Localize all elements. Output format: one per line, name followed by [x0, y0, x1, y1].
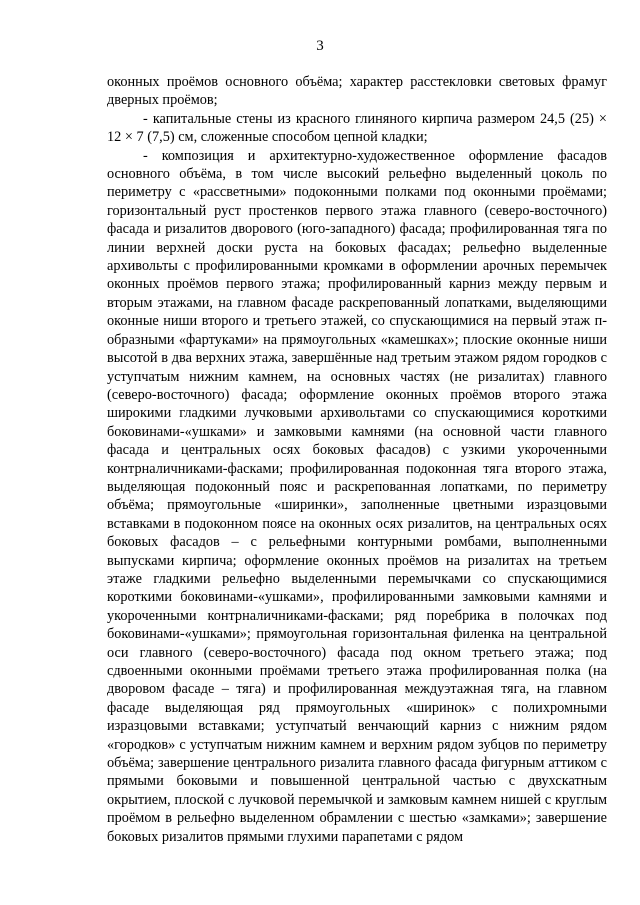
paragraph-1: оконных проёмов основного объёма; характер расстекловки световых фрамуг дверных проёмов; — [107, 74, 607, 109]
page-number: 3 — [316, 38, 324, 54]
document-body — [107, 73, 607, 846]
paragraph-3: - композиция и архитектурно-художественное оформление фасадов основного объёма, в том числе высокий рельефно выделенный цоколь по периметру с «рассветными» подоконными полками под оконными проёмами; горизонтальный руст простенков первого этажа главного (северо-восточного) фасада и ризалитов дворового (юго-западного) фасада; профилированная тяга по линии верхней доски руста на боковых фасадах; рельефно выделенные архивольты с профилированными кромками в оформлении арочных перемычек оконных проёмов первого этажа; профилированный карниз между первым и вторым этажами, на главном фасаде раскрепованный лопатками, выделяющими оконные ниши второго и третьего этажей, со спускающимися на первый этаж п-образными «фартуками» на прямоугольных «камешках»; плоские оконные ниши высотой в два верхних этажа, завершённые над третьим этажом рядом городков с уступчатым нижним камнем, на основных частях (не ризалитах) главного (северо-восточного) фасада; оформление оконных проёмов второго этажа широкими гладкими лучковыми архивольтами со спускающимися короткими боковинами-«ушками» и замковыми камнями (на основной части главного фасада и центральных осях боковых фасадов) с узкими укороченными контрналичниками-фасками; профилированная подоконная тяга второго этажа, выделяющая подоконный пояс и раскрепованная лопатками, по периметру объёма; прямоугольные «ширинки», заполненные цветными изразцовыми вставками в подоконном поясе на оконных осях ризалитов, на центральных осях боковых фасадов – с рельефными контурными ромбами, выполненными выпусками кирпича; оформление оконных проёмов на ризалитах на третьем этаже гладкими рельефно выделенными перемычками со спускающимися короткими боковинами-«ушками», профилированными замковыми камнями и укороченными контрналичниками-фасками; ряд поребрика в полочках под боковинами-«ушками»; прямоугольная горизонтальная филенка на центральной оси главного (северо-восточного) фасада под окном третьего этажа; под сдвоенными оконными проёмами третьего этажа профилированная полка (на дворовом фасаде – тяга) и профилированная междуэтажная тяга, на главном фасаде выделяющая ряд прямоугольных «ширинок» с полихромными изразцовыми вставками; уступчатый венчающий карниз с нижним рядом «городков» с уступчатым нижним камнем и верхним рядом зубцов по периметру объёма; завершение центрального ризалита главного фасада фигурным аттиком с прямыми боковыми и повышенной центральной частью с двухскатным окрытием, плоской с лучковой перемычкой и замковым камнем нишей с круглым проёмом в рельефно выделенном обрамлении с шестью «замками»; завершение боковых ризалитов прямыми глухими парапетами с рядом — [107, 147, 607, 845]
paragraph-2: - капитальные стены из красного глиняного кирпича размером 24,5 (25) × 12 × 7 (7,5) см, сложенные способом цепной кладки; — [107, 110, 607, 146]
